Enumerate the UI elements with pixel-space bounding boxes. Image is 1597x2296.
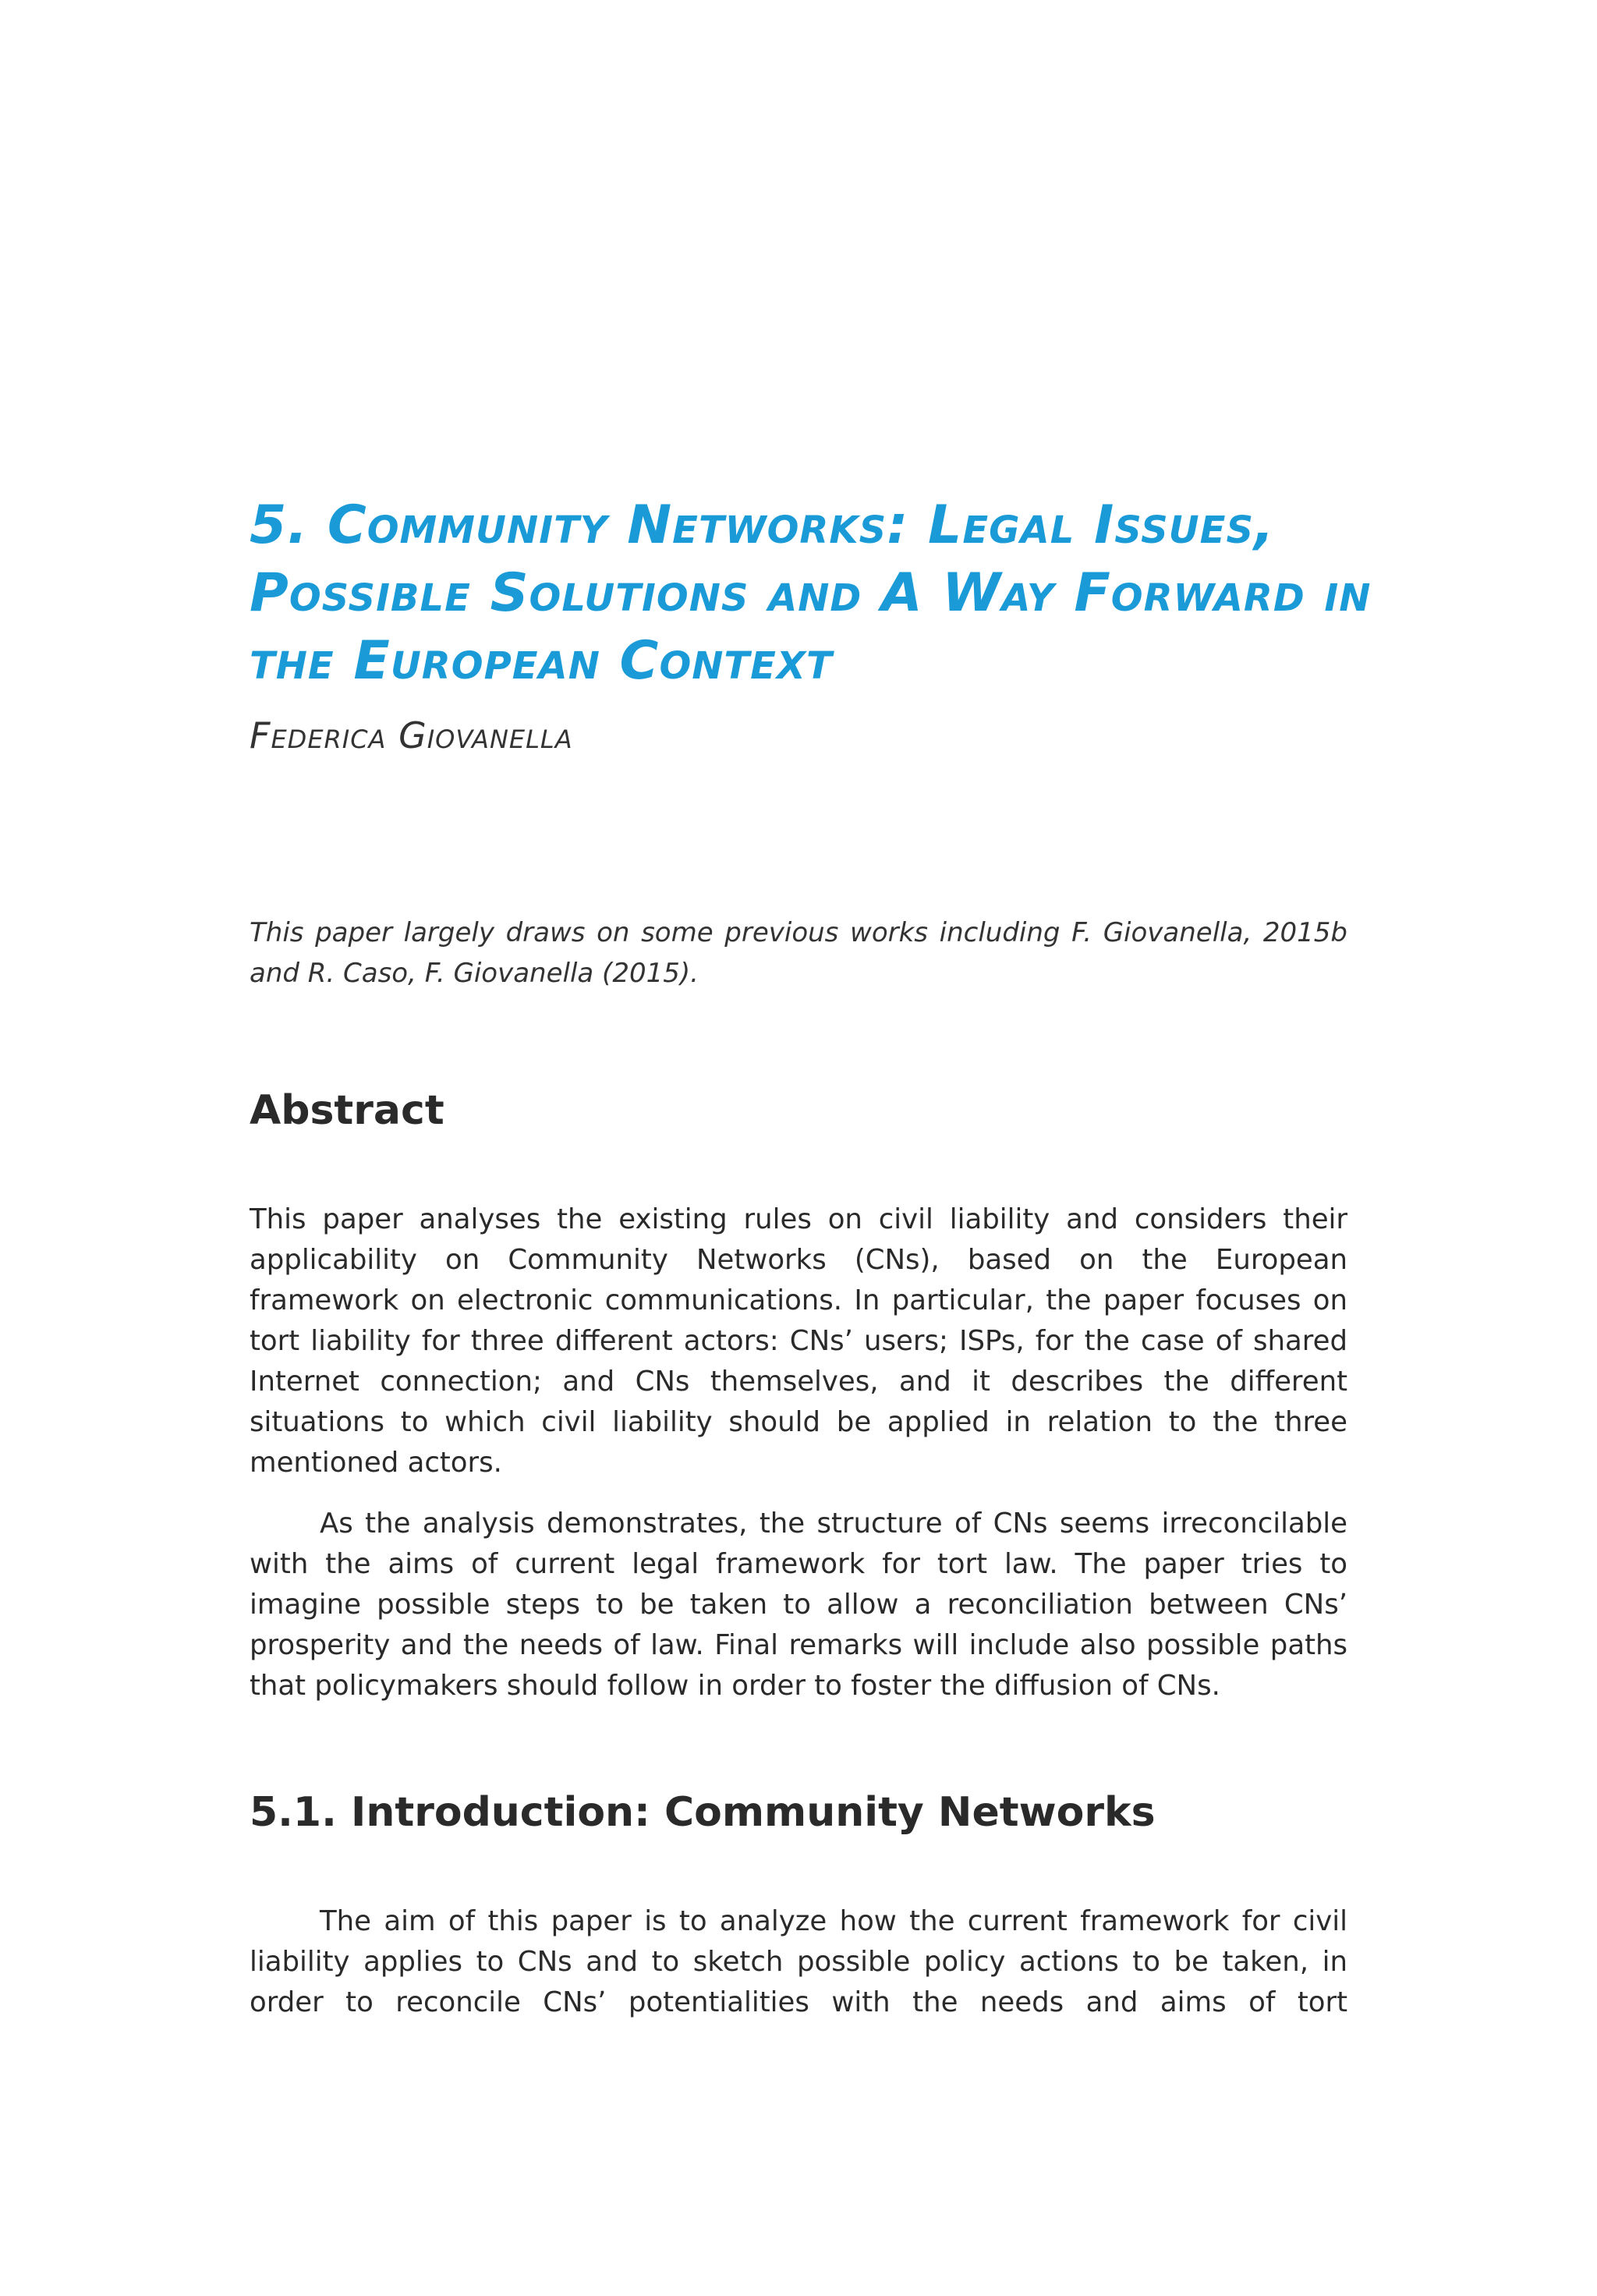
paper-page	[250, 491, 1372, 2018]
chapter-title-line: 5. Community Networks: Legal Issues,	[250, 494, 1275, 556]
section-heading-introduction: 5.1. Introduction: Community Networks	[250, 1789, 1156, 1836]
introduction-body	[250, 1901, 1347, 2023]
chapter-author: Federica Giovanella	[250, 714, 573, 756]
abstract-heading: Abstract	[250, 1087, 444, 1134]
introduction-paragraph: The aim of this paper is to analyze how the current framework for civil liability applies to CNs and to sketch possible policy actions to be taken, in order to reconcile CNs’ potentialities with the needs and aims of tort	[250, 1905, 1347, 2018]
source-note: This paper largely draws on some previous works including F. Giovanella, 2015b and R. Caso, F. Giovanella (2015).	[250, 917, 1347, 989]
abstract-paragraph: This paper analyses the existing rules on civil liability and considers their applicability on Community Networks (CNs), based on the European framework on electronic communications. In particular, the paper focuses on tort liability for three different actors: CNs’ users; ISPs, for the case of shared Internet connection; and CNs themselves, and it describes the different situations to which civil liability should be applied in relation to the three mentioned actors.	[250, 1203, 1347, 1479]
abstract-paragraph: As the analysis demonstrates, the structure of CNs seems irreconcilable with the aims of current legal framework for tort law. The paper tries to imagine possible steps to be taken to allow a reconciliation between CNs’ prosperity and the needs of law. Final remarks will include also possible paths that policymakers should follow in order to foster the diffusion of CNs.	[250, 1508, 1347, 1702]
abstract-body	[250, 1199, 1347, 1706]
chapter-title-line: Possible Solutions and A Way Forward in	[250, 562, 1372, 624]
chapter-title-line: the European Context	[250, 630, 833, 692]
chapter-title	[250, 491, 1372, 695]
